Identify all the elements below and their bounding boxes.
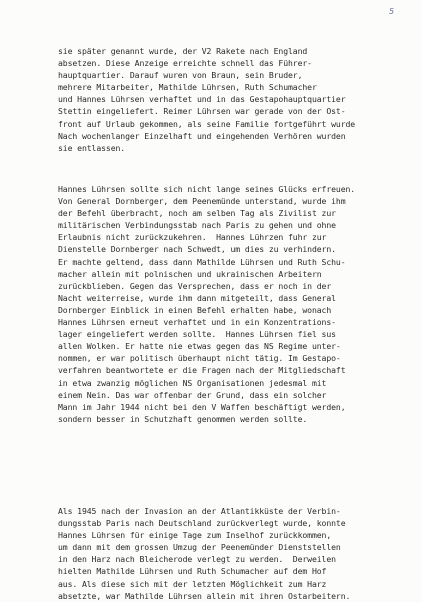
text-line: Dienstelle Dornberger nach Schwedt, um dies zu verhindern. [58, 244, 336, 255]
text-line: zurückblieben. Gegen das Versprechen, dass er noch in der [58, 280, 332, 291]
text-line: in den Harz nach Bleicherode verlegt zu werden. Derweilen [58, 554, 336, 565]
text-line: hielten Mathilde Lührsen und Ruth Schumacher auf dem Hof [58, 566, 327, 577]
text-line: militärischen Verbindungsstab nach Paris zu gehen und ohne [58, 220, 336, 231]
page-number: 5 [389, 7, 395, 16]
text-line: Hannes Lührsen sollte sich nicht lange seines Glücks erfreuen. [58, 184, 356, 194]
text-line: nommen, er war politisch überhaupt nicht tätig. Im Gestapo- [58, 353, 341, 364]
text-line: aus. Als diese sich mit der letzten Möglichkeit zum Harz [58, 578, 327, 589]
paragraph-relocation [58, 505, 410, 602]
text-line: Dornberger Einblick in einen Befehl erhalten habe, wonach [58, 304, 332, 315]
text-line: Mann im Jahr 1944 nicht bei den V Waffen beschäftigt werden, [58, 401, 346, 412]
text-line: lager eingeliefert werden sollte. Hannes Lührsen fiel sus [58, 329, 336, 340]
text-line: um dann mit dem grossen Umzug der Peenemünder Dienststellen [58, 542, 341, 553]
text-line: der Befehl überbracht, noch am selben Tag als Zivilist zur [58, 208, 336, 219]
paragraph-paris-order [58, 183, 410, 425]
text-line: sie später genannt wurde, der V2 Rakete nach England [58, 46, 308, 56]
text-line: absetzte, war Mathilde Lührsen allein mit ihren Ostarbeitern. [58, 590, 351, 601]
paragraph-arrest [58, 45, 410, 154]
text-line: verfahren beantwortete er die Fragen nach der Mitgliedschaft [58, 365, 346, 376]
text-line: Hannes Lührsen für einige Tage zum Inselhof zurückkommen, [58, 530, 332, 541]
text-line: Von General Dornberger, dem Peenemünde unterstand, wurde ihm [58, 196, 346, 207]
text-line: sondern besser in Schutzhaft genommen werden sollte. [58, 413, 308, 424]
text-line: und Hannes Lührsen verhaftet und in das Gestapohauptquartier [58, 94, 346, 105]
text-line: mehrere Mitarbeiter, Mathilde Lührsen, Ruth Schumacher [58, 82, 317, 93]
text-line: Nach wochenlanger Einzelhaft und eingehenden Verhören wurden [58, 130, 346, 141]
text-line: sie entlassen. [58, 142, 126, 153]
text-line: hauptquartier. Darauf wuren von Braun, sein Bruder, [58, 70, 303, 81]
text-line: Nacht weiterreise, wurde ihm dann mitgeteilt, dass General [58, 292, 336, 303]
text-line: Erlaubnis nicht zurückzukehren. Hannes Lührzen fuhr zur [58, 232, 327, 243]
text-line: front auf Urlaub gekommen, als seine Familie fortgeführt wurde [58, 118, 356, 129]
text-line: in etwa zwanzig möglichen NS Organisationen jedesmal mit [58, 377, 327, 388]
text-line: Er machte geltend, dass dann Mathilde Lührsen und Ruth Schu- [58, 256, 346, 267]
text-line: allen Wolken. Er hatte nie etwas gegen das NS Regime unter- [58, 341, 341, 352]
text-line: einem Nein. Das war offenbar der Grund, dass ein solcher [58, 389, 327, 400]
text-line: Als 1945 nach der Invasion an der Atlantikküste der Verbin- [58, 506, 341, 516]
text-line: dungsstab Paris nach Deutschland zurückverlegt wurde, konnte [58, 518, 346, 529]
text-line: macher allein mit polnischen und ukrainischen Arbeitern [58, 268, 322, 279]
text-line: absetzen. Diese Anzeige erreichte schnell das Führer- [58, 58, 312, 69]
text-line: Stettin eingeliefert. Reimer Lührsen war gerade von der Ost- [58, 106, 346, 117]
text-line: Hannes Lührsen erneut verhaftet und in ein Konzentrations- [58, 317, 336, 328]
